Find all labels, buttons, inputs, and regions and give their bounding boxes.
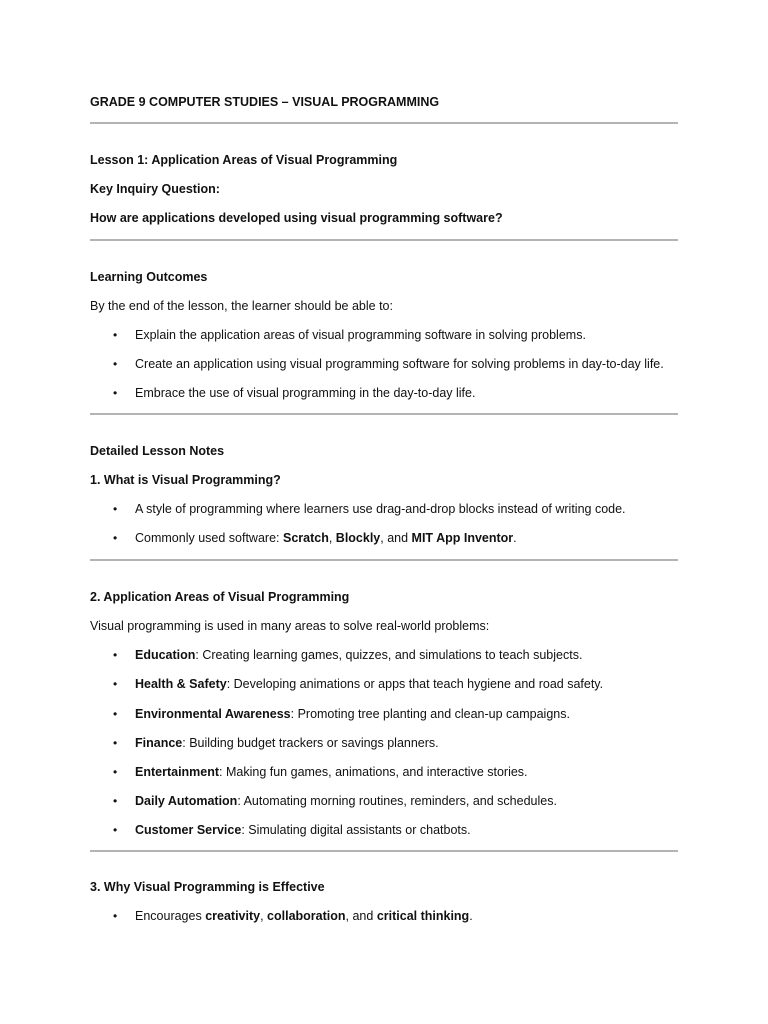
list-item <box>113 706 570 722</box>
inquiry-label: Key Inquiry Question: <box>90 182 220 196</box>
list-item <box>113 385 475 401</box>
list-item <box>113 501 626 517</box>
list-item <box>113 735 439 751</box>
list-item <box>113 530 517 546</box>
list-item <box>113 327 586 343</box>
bullet-icon: • <box>113 823 118 837</box>
bullet-icon: • <box>113 531 118 545</box>
area-desc: : Simulating digital assistants or chatbots. <box>241 823 471 837</box>
separator: , <box>328 531 336 545</box>
area-term: Health & Safety <box>135 677 227 691</box>
list-item <box>113 764 528 780</box>
inquiry-question: How are applications developed using visual programming software? <box>90 211 503 225</box>
software-name: MIT App Inventor <box>411 531 514 545</box>
outcome-text: Explain the application areas of visual programming software in solving problems. <box>135 328 586 342</box>
outcomes-intro: By the end of the lesson, the learner should be able to: <box>90 299 393 313</box>
bullet-icon: • <box>113 909 118 923</box>
separator: , and <box>380 531 412 545</box>
area-desc: : Making fun games, animations, and interactive stories. <box>219 765 528 779</box>
outcomes-heading: Learning Outcomes <box>90 270 208 284</box>
bullet-icon: • <box>113 328 118 342</box>
skill-word: collaboration <box>267 909 346 923</box>
list-item <box>113 908 473 924</box>
list-item <box>113 822 471 838</box>
separator: , and <box>345 909 377 923</box>
note-text-prefix: Encourages <box>135 909 206 923</box>
bullet-icon: • <box>113 794 118 808</box>
software-name: Blockly <box>335 531 381 545</box>
divider <box>90 413 678 415</box>
area-term: Daily Automation <box>135 794 238 808</box>
note-text-prefix: Commonly used software: <box>135 531 283 545</box>
note-text: A style of programming where learners use drag-and-drop blocks instead of writing code. <box>135 502 626 516</box>
section2-intro: Visual programming is used in many areas to solve real-world problems: <box>90 619 490 633</box>
bullet-icon: • <box>113 648 118 662</box>
area-term: Entertainment <box>135 765 220 779</box>
list-item <box>113 647 582 663</box>
divider <box>90 239 678 241</box>
list-item <box>113 356 664 372</box>
area-desc: : Automating morning routines, reminders, and schedules. <box>237 794 557 808</box>
divider <box>90 122 678 124</box>
separator: . <box>513 531 517 545</box>
document-title: GRADE 9 COMPUTER STUDIES – VISUAL PROGRAMMING <box>90 95 440 109</box>
area-desc: : Promoting tree planting and clean-up campaigns. <box>290 707 570 721</box>
area-term: Customer Service <box>135 823 242 837</box>
divider <box>90 559 678 561</box>
outcome-text: Create an application using visual programming software for solving problems in day-to-day life. <box>135 357 664 371</box>
separator: . <box>469 909 473 923</box>
area-desc: : Developing animations or apps that teach hygiene and road safety. <box>226 677 604 691</box>
section2-heading: 2. Application Areas of Visual Programming <box>90 590 350 604</box>
section3-heading: 3. Why Visual Programming is Effective <box>90 880 325 894</box>
software-name: Scratch <box>282 531 329 545</box>
bullet-icon: • <box>113 502 118 516</box>
area-term: Environmental Awareness <box>135 707 291 721</box>
list-item <box>113 793 557 809</box>
area-desc: : Creating learning games, quizzes, and simulations to teach subjects. <box>195 648 583 662</box>
notes-heading: Detailed Lesson Notes <box>90 444 225 458</box>
outcome-text: Embrace the use of visual programming in the day-to-day life. <box>135 386 476 400</box>
list-item <box>113 676 603 692</box>
skill-word: critical thinking <box>376 909 470 923</box>
divider <box>90 850 678 852</box>
bullet-icon: • <box>113 677 118 691</box>
bullet-icon: • <box>113 707 118 721</box>
skill-word: creativity <box>205 909 261 923</box>
separator: , <box>260 909 268 923</box>
area-term: Education <box>135 648 196 662</box>
section1-heading: 1. What is Visual Programming? <box>90 473 281 487</box>
lesson-title: Lesson 1: Application Areas of Visual Programming <box>90 153 398 167</box>
bullet-icon: • <box>113 386 118 400</box>
bullet-icon: • <box>113 357 118 371</box>
bullet-icon: • <box>113 765 118 779</box>
area-term: Finance <box>135 736 183 750</box>
area-desc: : Building budget trackers or savings planners. <box>182 736 439 750</box>
bullet-icon: • <box>113 736 118 750</box>
